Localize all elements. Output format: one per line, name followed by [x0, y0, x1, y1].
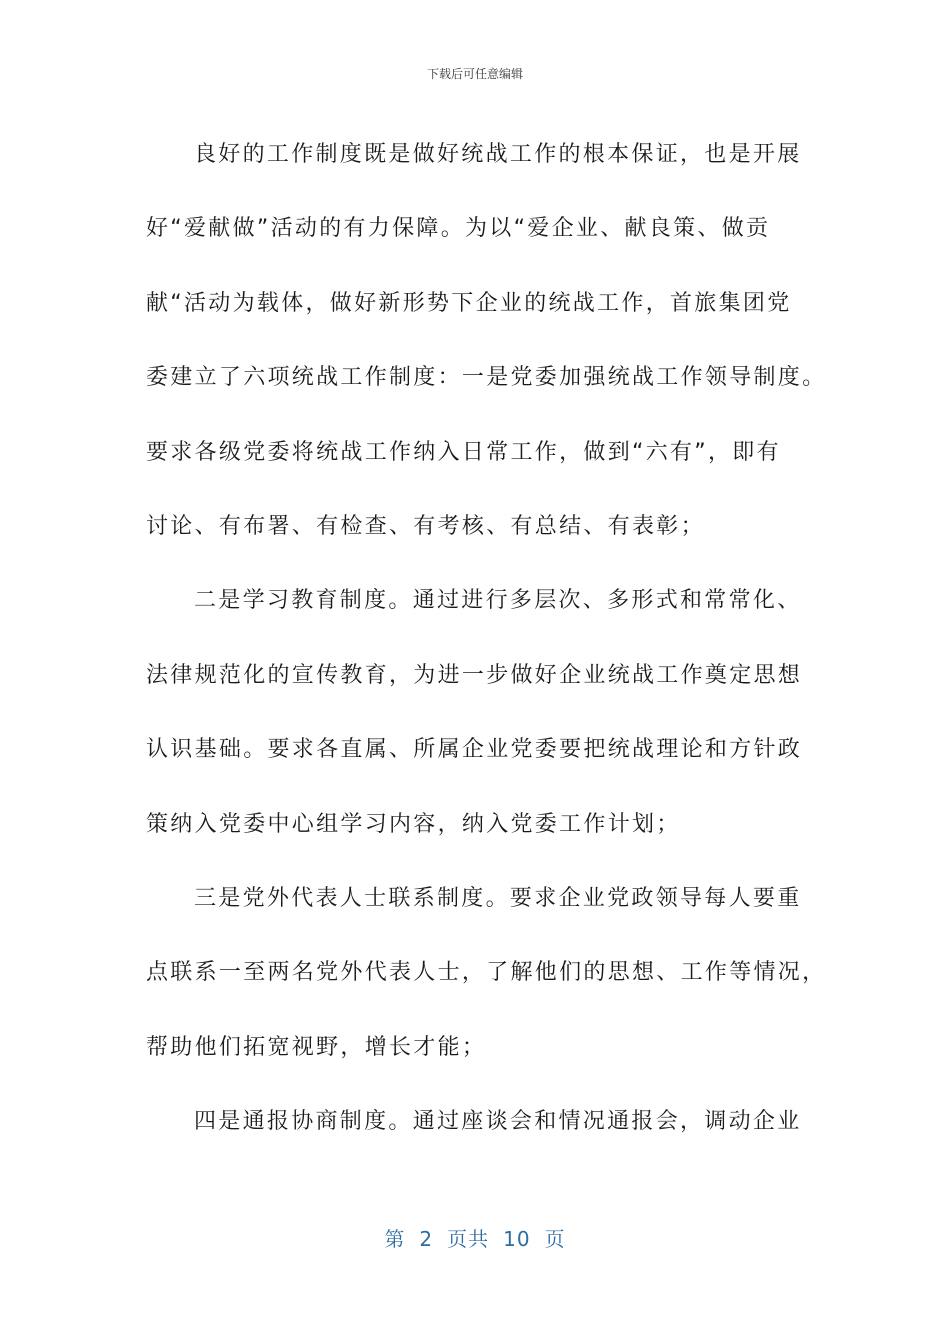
paragraph-line: 二是学习教育制度。通过进行多层次、多形式和常常化、: [194, 588, 802, 614]
footer-total-pages: 10: [503, 1227, 531, 1251]
page-number-footer: [0, 1226, 950, 1252]
footer-prefix: 第: [384, 1227, 406, 1251]
paragraph-line: 献“活动为载体，做好新形势下企业的统战工作，首旅集团党: [146, 290, 792, 316]
footer-suffix: 页: [544, 1227, 566, 1251]
paragraph-line: 三是党外代表人士联系制度。要求企业党政领导每人要重: [194, 885, 802, 911]
paragraph-line: 要求各级党委将统战工作纳入日常工作，做到“六有”，即有: [146, 439, 781, 465]
paragraph-line: 帮助他们拓宽视野，增长才能；: [146, 1034, 487, 1060]
paragraph-line: 讨论、有布署、有检查、有考核、有总结、有表彰；: [146, 513, 705, 539]
paragraph-line: 好“爱献做”活动的有力保障。为以“爱企业、献良策、做贡: [146, 216, 771, 242]
document-body: [146, 118, 827, 1159]
paragraph-line: 认识基础。要求各直属、所属企业党委要把统战理论和方针政: [146, 737, 803, 763]
paragraph-line: 策纳入党委中心组学习内容，纳入党委工作计划；: [146, 811, 681, 837]
paragraph-line: 四是通报协商制度。通过座谈会和情况通报会，调动企业: [194, 1109, 802, 1135]
paragraph-line: 点联系一至两名党外代表人士，了解他们的思想、工作等情况，: [146, 960, 827, 986]
footer-current-page: 2: [419, 1227, 434, 1251]
footer-middle: 页共: [447, 1227, 490, 1251]
paragraph-line: 良好的工作制度既是做好统战工作的根本保证，也是开展: [194, 142, 802, 167]
paragraph-line: 法律规范化的宣传教育，为进一步做好企业统战工作奠定思想: [146, 662, 803, 688]
paragraph-line: 委建立了六项统战工作制度：一是党委加强统战工作领导制度。: [146, 365, 827, 391]
page-header-note: 下载后可任意编辑: [426, 67, 523, 81]
